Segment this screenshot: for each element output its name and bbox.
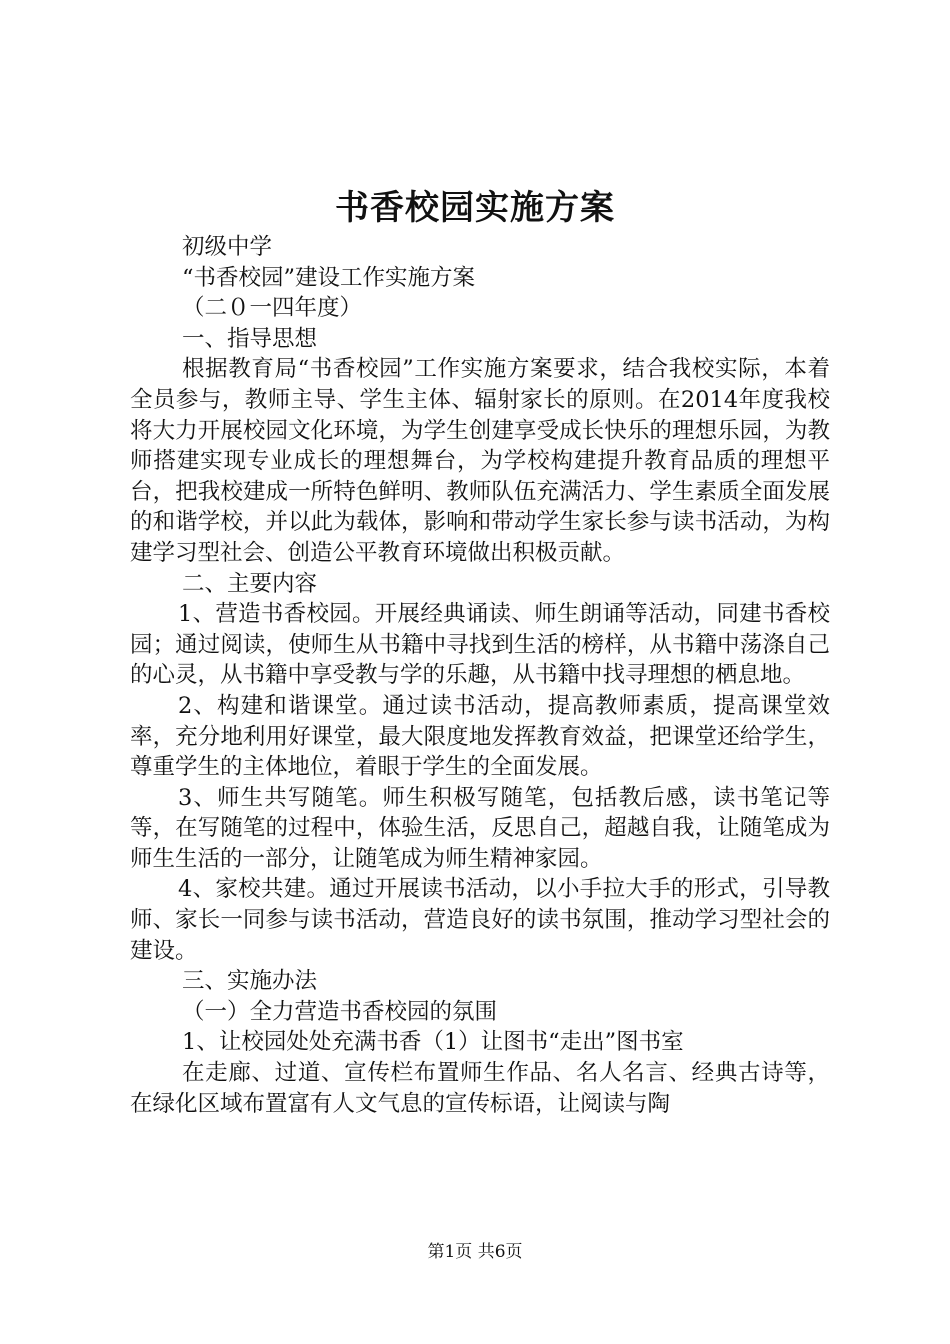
paragraph-item-4: 4、家校共建。通过开展读书活动，以小手拉大手的形式，引导教师、家长一同参与读书活动，营造良好的读书氛围，推动学习型社会的建设。: [130, 876, 830, 964]
paragraph-subtitle: “书香校园”建设工作实施方案: [182, 264, 476, 291]
heading-guiding-ideology: 一、指导思想: [182, 325, 318, 352]
paragraph-item-2: 2、构建和谐课堂。通过读书活动，提高教师素质，提高课堂效率，充分地利用好课堂，最大限度地发挥教育效益，把课堂还给学生，尊重学生的主体地位，着眼于学生的全面发展。: [130, 692, 830, 781]
paragraph-item-1: 1、营造书香校园。开展经典诵读、师生朗诵等活动，同建书香校园；通过阅读，使师生从书籍中寻找到生活的榜样，从书籍中荡涤自己的心灵，从书籍中享受教与学的乐趣，从书籍中找寻理想的栖息地。: [130, 601, 830, 689]
paragraph-year: （二０一四年度）: [182, 295, 363, 322]
page-footer: 第1页 共6页: [427, 1242, 523, 1262]
document-body: [130, 232, 830, 1119]
subheading-books-out: 1、让校园处处充满书香（1）让图书“走出”图书室: [182, 1029, 684, 1056]
paragraph-school: 初级中学: [182, 234, 273, 260]
heading-implementation: 三、实施办法: [182, 968, 318, 995]
document-title: 书香校园实施方案: [335, 188, 615, 228]
paragraph-item-3: 3、师生共写随笔。师生积极写随笔，包括教后感，读书笔记等等，在写随笔的过程中，体验生活，反思自己，超越自我，让随笔成为师生生活的一部分，让随笔成为师生精神家园。: [130, 784, 830, 872]
subheading-atmosphere: （一）全力营造书香校园的氛围: [182, 998, 498, 1025]
paragraph-guiding-ideology: 根据教育局“书香校园”工作实施方案要求，结合我校实际，本着全员参与，教师主导、学生主体、辐射家长的原则。在2014年度我校将大力开展校园文化环境，为学生创建享受成长快乐的理想乐园，为教师搭建实现专业成长的理想舞台，为学校构建提升教育品质的理想平台，把我校建成一所特色鲜明、教师队伍充满活力、学生素质全面发展的和谐学校，并以此为载体，影响和带动学生家长参与读书活动，为构建学习型社会、创造公平教育环境做出积极贡献。: [130, 356, 830, 566]
paragraph-corridors: 在走廊、过道、宣传栏布置师生作品、名人名言、经典古诗等，在绿化区域布置富有人文气息的宣传标语，让阅读与陶: [130, 1060, 830, 1117]
heading-main-content: 二、主要内容: [182, 570, 318, 597]
